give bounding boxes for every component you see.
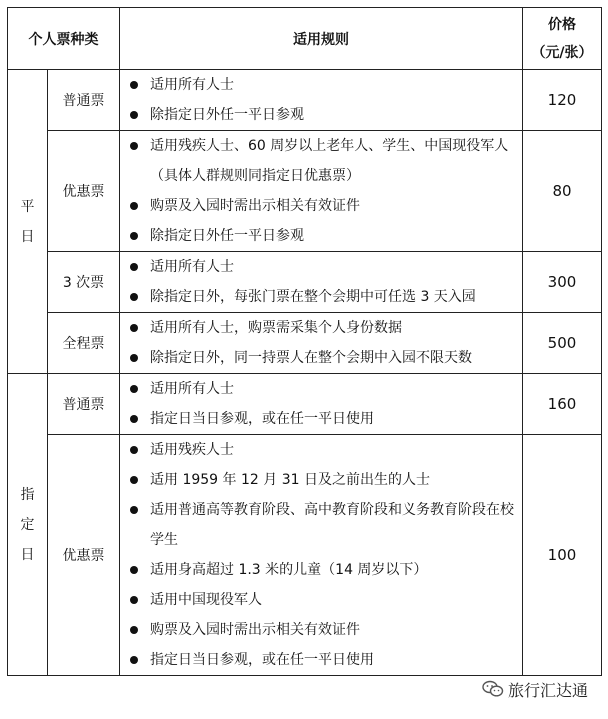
group-label-designated: 指 定 日 [8,374,48,676]
ticket-rules [120,313,523,374]
ticket-price: 500 [523,313,602,374]
rule-item: 适用所有人士，购票需采集个人身份数据 [128,313,516,343]
rule-item: 适用残疾人士、60 周岁以上老年人、学生、中国现役军人（具体人群规则同指定日优惠票） [128,131,516,191]
header-rules: 适用规则 [120,8,523,70]
ticket-rules [120,70,523,131]
ticket-price: 120 [523,70,602,131]
rule-item: 适用所有人士 [128,374,516,404]
rule-item: 除指定日外任一平日参观 [128,100,516,130]
rule-item: 指定日当日参观，或在任一平日使用 [128,645,516,675]
header-price-unit: （元/张） [531,44,593,61]
table-row [8,374,602,435]
table-row [8,131,602,252]
ticket-table [7,7,602,676]
ticket-rules [120,374,523,435]
table-row [8,435,602,676]
ticket-price: 300 [523,252,602,313]
header-price-label: 价格 [548,16,576,33]
table-row [8,313,602,374]
group-label-weekday: 平 日 [8,70,48,374]
ticket-rules [120,131,523,252]
rule-item: 适用残疾人士 [128,435,516,465]
header-type: 个人票种类 [8,8,120,70]
rule-item: 适用 1959 年 12 月 31 日及之前出生的人士 [128,465,516,495]
ticket-name: 普通票 [48,374,120,435]
ticket-name: 全程票 [48,313,120,374]
ticket-rules [120,252,523,313]
ticket-price: 160 [523,374,602,435]
rule-item: 适用所有人士 [128,70,516,100]
ticket-name: 优惠票 [48,435,120,676]
rule-item: 除指定日外，同一持票人在整个会期中入园不限天数 [128,343,516,373]
rule-item: 购票及入园时需出示相关有效证件 [128,191,516,221]
ticket-price: 100 [523,435,602,676]
rule-item: 适用中国现役军人 [128,585,516,615]
table-row [8,70,602,131]
rule-item: 指定日当日参观，或在任一平日使用 [128,404,516,434]
rule-item: 除指定日外任一平日参观 [128,221,516,251]
header-row [8,8,602,70]
rule-item: 适用普通高等教育阶段、高中教育阶段和义务教育阶段在校学生 [128,495,516,555]
rule-item: 适用所有人士 [128,252,516,282]
watermark [478,676,592,702]
rule-item: 购票及入园时需出示相关有效证件 [128,615,516,645]
rule-item: 除指定日外，每张门票在整个会期中可任选 3 天入园 [128,282,516,312]
header-price [523,8,602,70]
rule-item: 适用身高超过 1.3 米的儿童（14 周岁以下） [128,555,516,585]
wechat-icon [482,680,504,698]
ticket-name: 普通票 [48,70,120,131]
table-row [8,252,602,313]
watermark-text: 旅行汇达通 [508,680,589,700]
ticket-rules [120,435,523,676]
ticket-name: 优惠票 [48,131,120,252]
ticket-name: 3 次票 [48,252,120,313]
ticket-price: 80 [523,131,602,252]
